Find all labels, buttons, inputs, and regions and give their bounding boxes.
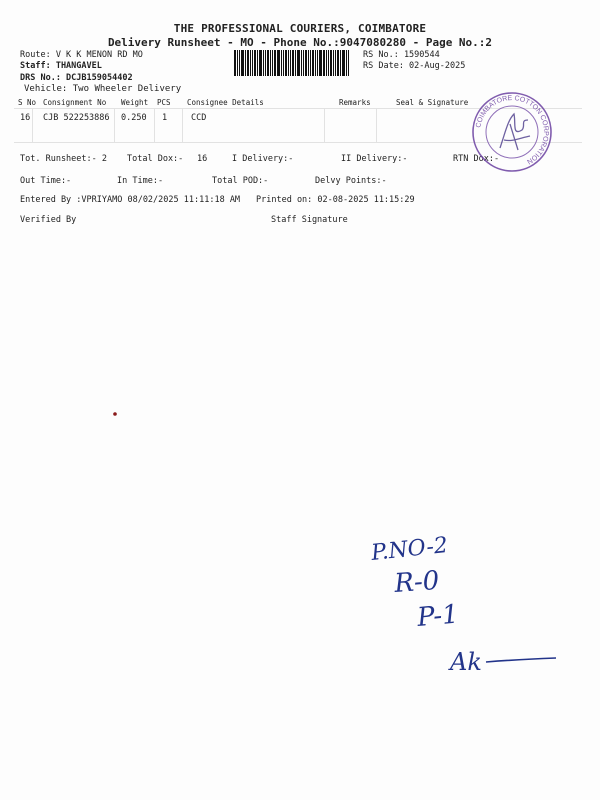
barcode-bar <box>348 50 349 76</box>
barcode-bar <box>297 50 300 76</box>
barcode <box>234 50 352 76</box>
printed-on: Printed on: 02-08-2025 11:15:29 <box>256 195 415 205</box>
rtn-dox: RTN Dox:- <box>453 154 500 164</box>
barcode-bar <box>340 50 341 76</box>
barcode-bar <box>252 50 253 76</box>
route-text: Route: V K K MENON RD MO <box>20 50 143 60</box>
barcode-bar <box>333 50 334 76</box>
total-dox-label: Total Dox:- <box>127 154 184 164</box>
barcode-bar <box>281 50 282 76</box>
barcode-bar <box>283 50 284 76</box>
barcode-bar <box>254 50 256 76</box>
barcode-bar <box>312 50 314 76</box>
col-header-remarks: Remarks <box>339 98 371 107</box>
handwritten-r-count: R-0 <box>393 565 441 599</box>
barcode-bar <box>308 50 309 76</box>
cell-sno: 16 <box>20 113 31 123</box>
barcode-bar <box>239 50 240 76</box>
barcode-bar <box>270 50 271 76</box>
barcode-bar <box>234 50 236 76</box>
ink-spot <box>113 412 117 416</box>
barcode-bar <box>277 50 280 76</box>
rs-date: RS Date: 02-Aug-2025 <box>363 61 466 71</box>
barcode-bar <box>328 50 329 76</box>
col-header-weight: Weight <box>121 98 149 107</box>
barcode-bar <box>310 50 311 76</box>
i-delivery: I Delivery:- <box>232 154 294 164</box>
barcode-bar <box>295 50 296 76</box>
verified-by: Verified By <box>20 215 77 225</box>
barcode-bar <box>337 50 339 76</box>
col-header-seal-signature: Seal & Signature <box>396 98 469 107</box>
barcode-bar <box>330 50 332 76</box>
cell-consignment: CJB 522253886 <box>43 113 110 123</box>
cell-consignee: CCD <box>191 113 207 123</box>
barcode-bar <box>259 50 262 76</box>
tot-runsheet: Tot. Runsheet:- 2 <box>20 154 107 164</box>
total-dox-value: 16 <box>197 154 208 164</box>
barcode-bar <box>335 50 336 76</box>
col-header-sno: S No <box>18 98 37 107</box>
runsheet-title: Delivery Runsheet - MO - Phone No.:9047080280 - Page No.:2 <box>107 36 493 49</box>
barcode-bar <box>305 50 307 76</box>
barcode-bar <box>267 50 269 76</box>
barcode-bar <box>303 50 304 76</box>
delvy-points: Delvy Points:- <box>315 176 387 186</box>
col-header-consignee: Consignee Details <box>187 98 264 107</box>
col-header-pcs: PCS <box>157 98 171 107</box>
barcode-bar <box>346 50 347 76</box>
barcode-bar <box>326 50 327 76</box>
in-time: In Time:- <box>117 176 164 186</box>
barcode-bar <box>237 50 238 76</box>
barcode-bar <box>263 50 264 76</box>
company-title: THE PROFESSIONAL COURIERS, COIMBATORE <box>173 22 427 35</box>
barcode-bar <box>245 50 246 76</box>
handwritten-p-count: P-1 <box>415 599 460 633</box>
barcode-bar <box>288 50 289 76</box>
cell-pcs: 1 <box>162 113 168 123</box>
rs-number: RS No.: 1590544 <box>363 50 440 60</box>
staff-signature-label: Staff Signature <box>271 215 348 225</box>
entered-by: Entered By :VPRIYAMO 08/02/2025 11:11:18 AM <box>20 195 241 205</box>
ii-delivery: II Delivery:- <box>341 154 408 164</box>
barcode-bar <box>285 50 287 76</box>
barcode-bar <box>265 50 266 76</box>
handwritten-page-no: P.NO-2 <box>370 533 450 566</box>
total-pod: Total POD:- <box>212 176 269 186</box>
drs-number: DRS No.: DCJB159054402 <box>20 73 133 83</box>
barcode-bar <box>274 50 276 76</box>
barcode-bar <box>272 50 273 76</box>
barcode-bar <box>301 50 302 76</box>
barcode-bar <box>250 50 251 76</box>
col-header-consignment: Consignment No <box>43 98 107 107</box>
barcode-bar <box>292 50 294 76</box>
barcode-bar <box>323 50 325 76</box>
barcode-bar <box>247 50 249 76</box>
signature-stroke <box>486 658 556 662</box>
out-time: Out Time:- <box>20 176 72 186</box>
barcode-bar <box>290 50 291 76</box>
barcode-bar <box>317 50 318 76</box>
handwritten-signature: Ak <box>450 648 482 676</box>
svg-text:COIMBATORE COTTON CORPORATION: COIMBATORE COTTON CORPORATION <box>475 94 550 165</box>
staff-text: Staff: THANGAVEL <box>20 61 102 71</box>
barcode-bar <box>257 50 258 76</box>
barcode-bar <box>315 50 316 76</box>
cell-weight: 0.250 <box>121 113 147 123</box>
vehicle-text: Vehicle: Two Wheeler Delivery <box>24 84 182 94</box>
company-seal-stamp <box>470 90 554 174</box>
barcode-bar <box>319 50 322 76</box>
barcode-bar <box>241 50 244 76</box>
barcode-bar <box>342 50 345 76</box>
